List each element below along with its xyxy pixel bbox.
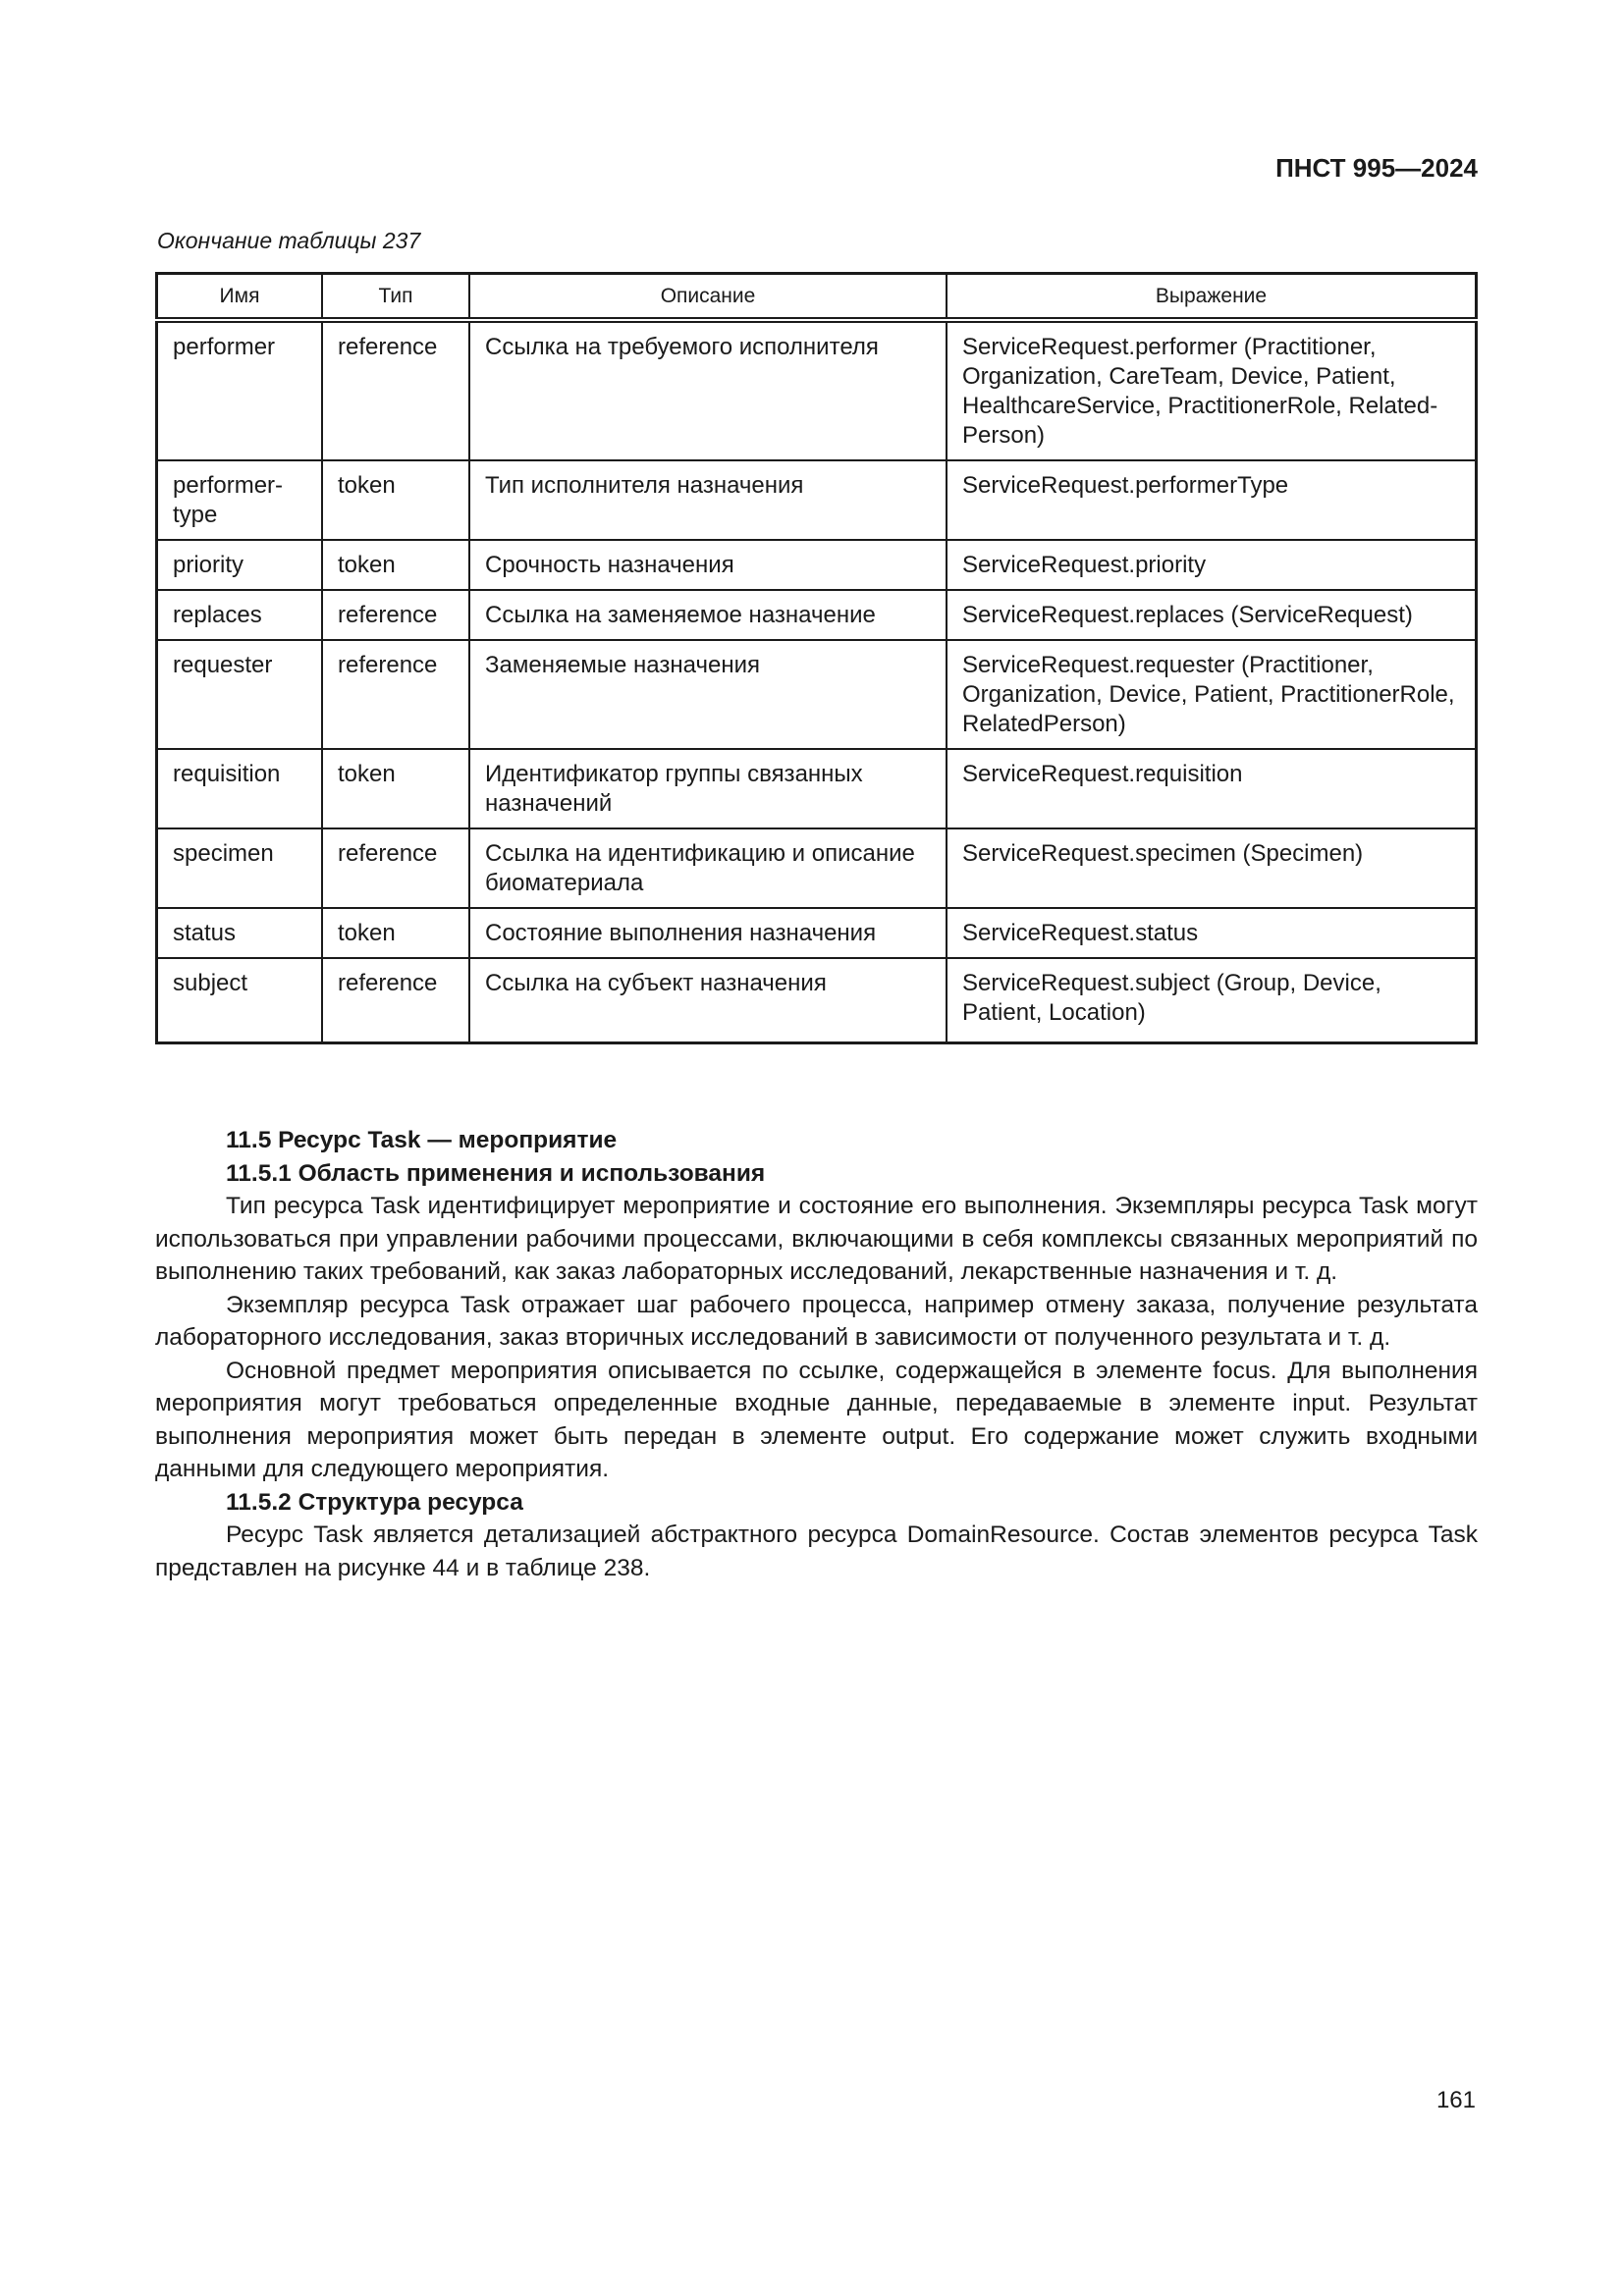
cell-name: priority [157,540,323,590]
paragraph: Экземпляр ресурса Task отражает шаг рабочего процесса, например отмену заказа, получение результата лабораторного исследования, заказ вторичных исследований в зависимости от полученного результата и т. д. [155,1291,1478,1351]
cell-expression: ServiceRequest.performerType [947,460,1477,540]
table-caption: Окончание таблицы 237 [157,228,421,253]
column-header-description: Описание [469,274,947,321]
subsection-heading: 11.5.1 Область применения и использования [226,1159,766,1187]
section-heading: 11.5 Ресурс Task — мероприятие [226,1127,618,1153]
search-parameters-table [155,272,1478,1044]
cell-description: Состояние выполнения назначения [469,908,947,958]
table-row [157,958,1477,1043]
cell-type: reference [322,958,469,1043]
cell-type: token [322,460,469,540]
table-row [157,640,1477,749]
cell-description: Тип исполнителя назначения [469,460,947,540]
cell-name: specimen [157,828,323,908]
table-header-row [157,274,1477,321]
cell-name: performer-type [157,460,323,540]
cell-type: reference [322,828,469,908]
cell-expression: ServiceRequest.specimen (Specimen) [947,828,1477,908]
cell-description: Ссылка на требуемого исполнителя [469,320,947,460]
cell-description: Срочность назначения [469,540,947,590]
table-row [157,749,1477,828]
cell-description: Ссылка на идентификацию и описание биоматериала [469,828,947,908]
cell-name: replaces [157,590,323,640]
cell-expression: ServiceRequest.requester (Practitioner, Organization, Device, Patient, PractitionerRole, RelatedPerson) [947,640,1477,749]
cell-description: Заменяемые назначения [469,640,947,749]
cell-name: performer [157,320,323,460]
document-id: ПНСТ 995—2024 [1275,153,1478,183]
cell-type: token [322,540,469,590]
cell-description: Ссылка на заменяемое назначение [469,590,947,640]
paragraph: Основной предмет мероприятия описывается по ссылке, содержащейся в элементе focus. Для выполнения мероприятия могут требоваться определенные входные данные, передаваемые в элементе input. Результат выполнения мероприятия может быть передан в элементе output. Его содержание может служить входными данными для следующего мероприятия. [155,1357,1478,1482]
paragraph: Тип ресурса Task идентифицирует мероприятие и состояние его выполнения. Экземпляры ресурса Task могут использоваться при управлении рабочими процессами, включающими в себя комплексы связанных мероприятий по выполнению таких требований, как заказ лабораторных исследований, лекарственные назначения и т. д. [155,1193,1478,1285]
cell-name: subject [157,958,323,1043]
column-header-expression: Выражение [947,274,1477,321]
cell-type: reference [322,640,469,749]
cell-type: reference [322,320,469,460]
cell-description: Идентификатор группы связанных назначений [469,749,947,828]
cell-type: token [322,749,469,828]
cell-expression: ServiceRequest.replaces (ServiceRequest) [947,590,1477,640]
table-row [157,828,1477,908]
cell-expression: ServiceRequest.status [947,908,1477,958]
table-row [157,460,1477,540]
page-number: 161 [1435,2087,1476,2113]
column-header-name: Имя [157,274,323,321]
cell-description: Ссылка на субъект назначения [469,958,947,1043]
subsection-heading: 11.5.2 Структура ресурса [226,1488,523,1516]
table-row [157,540,1477,590]
cell-name: requisition [157,749,323,828]
section-body [155,1124,1478,1584]
table-row [157,320,1477,460]
cell-name: requester [157,640,323,749]
cell-expression: ServiceRequest.performer (Practitioner, Organization, CareTeam, Device, Patient, HealthcareService, PractitionerRole, RelatedPerson) [947,320,1477,460]
cell-expression: ServiceRequest.subject (Group, Device, Patient, Location) [947,958,1477,1043]
table-row [157,590,1477,640]
paragraph: Ресурс Task является детализацией абстрактного ресурса DomainResource. Состав элементов ресурса Task представлен на рисунке 44 и в таблице 238. [155,1522,1478,1581]
cell-expression: ServiceRequest.requisition [947,749,1477,828]
cell-type: reference [322,590,469,640]
column-header-type: Тип [322,274,469,321]
cell-expression: ServiceRequest.priority [947,540,1477,590]
cell-type: token [322,908,469,958]
table-row [157,908,1477,958]
cell-name: status [157,908,323,958]
